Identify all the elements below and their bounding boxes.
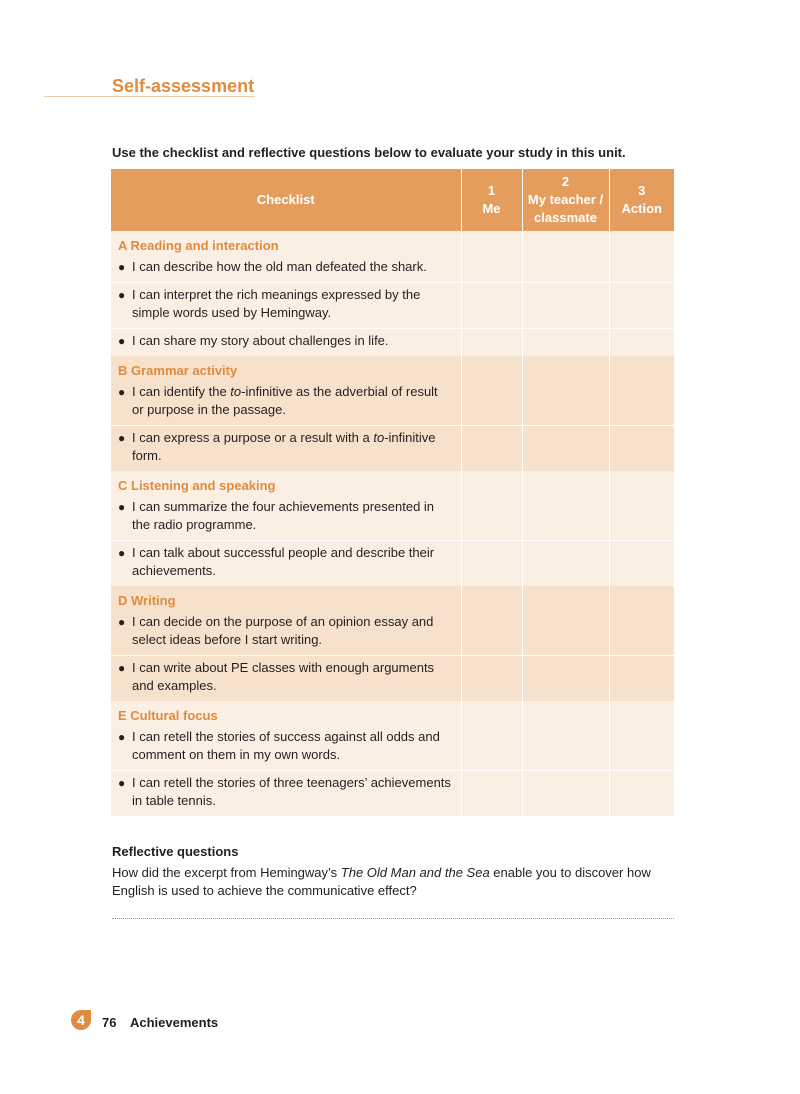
action-cell[interactable] <box>609 283 674 329</box>
section-title-reading: A Reading and interaction <box>118 238 279 253</box>
me-cell[interactable] <box>461 356 522 426</box>
section-title-cultural: E Cultural focus <box>118 708 218 723</box>
action-cell[interactable] <box>609 356 674 426</box>
bullet-icon: ● <box>118 661 126 675</box>
me-cell[interactable] <box>461 329 522 357</box>
table-row <box>111 471 674 541</box>
unit-number-badge: 4 <box>71 1010 91 1030</box>
list-item: ● I can describe how the old man defeated the shark. <box>118 259 427 274</box>
page-title: Self-assessment <box>112 76 255 96</box>
section-title-writing: D Writing <box>118 593 176 608</box>
me-cell[interactable] <box>461 771 522 817</box>
bullet-icon: ● <box>118 334 126 348</box>
bullet-icon: ● <box>118 431 126 445</box>
me-cell[interactable] <box>461 586 522 656</box>
teacher-cell[interactable] <box>522 471 609 541</box>
header-me <box>461 169 522 231</box>
bullet-icon: ● <box>118 546 126 560</box>
list-item: ● I can identify the to-infinitive as the adverbial of result or purpose in the passage. <box>118 384 438 417</box>
table-header-row <box>111 169 674 231</box>
title-underline <box>44 96 255 97</box>
action-cell[interactable] <box>609 541 674 587</box>
header-teacher-number: 2 <box>561 174 570 189</box>
header-action-label: Action <box>621 201 662 216</box>
section-title-grammar: B Grammar activity <box>118 363 238 378</box>
checklist-table <box>111 169 674 816</box>
me-cell[interactable] <box>461 656 522 702</box>
teacher-cell[interactable] <box>522 656 609 702</box>
table-row <box>111 356 674 426</box>
action-cell[interactable] <box>609 771 674 817</box>
teacher-cell[interactable] <box>522 283 609 329</box>
bullet-icon: ● <box>118 500 126 514</box>
intro-instruction: Use the checklist and reflective questions below to evaluate your study in this unit. <box>112 145 626 160</box>
table-row <box>111 656 674 702</box>
action-cell[interactable] <box>609 656 674 702</box>
list-item: ● I can talk about successful people and describe their achievements. <box>118 545 435 578</box>
me-cell[interactable] <box>461 701 522 771</box>
me-cell[interactable] <box>461 541 522 587</box>
action-cell[interactable] <box>609 471 674 541</box>
section-title-listening: C Listening and speaking <box>118 478 276 493</box>
me-cell[interactable] <box>461 231 522 283</box>
header-action-number: 3 <box>638 183 646 198</box>
bullet-icon: ● <box>118 615 126 629</box>
teacher-cell[interactable] <box>522 771 609 817</box>
bullet-icon: ● <box>118 288 126 302</box>
list-item: ● I can retell the stories of success against all odds and comment on them in my own words. <box>118 729 440 762</box>
bullet-icon: ● <box>118 776 126 790</box>
teacher-cell[interactable] <box>522 329 609 357</box>
table-row <box>111 283 674 329</box>
list-item: ● I can express a purpose or a result with a to-infinitive form. <box>118 430 436 463</box>
bullet-icon: ● <box>118 730 126 744</box>
header-action <box>609 169 674 231</box>
teacher-cell[interactable] <box>522 356 609 426</box>
teacher-cell[interactable] <box>522 426 609 472</box>
table-row <box>111 701 674 771</box>
action-cell[interactable] <box>609 231 674 283</box>
list-item: ● I can share my story about challenges in life. <box>118 333 389 348</box>
table-row <box>111 329 674 357</box>
me-cell[interactable] <box>461 283 522 329</box>
list-item: ● I can write about PE classes with enough arguments and examples. <box>118 660 435 693</box>
book-title: The Old Man and the Sea <box>340 865 490 880</box>
table-row <box>111 771 674 817</box>
teacher-cell[interactable] <box>522 231 609 283</box>
me-cell[interactable] <box>461 471 522 541</box>
teacher-cell[interactable] <box>522 541 609 587</box>
header-teacher-classmate <box>522 169 609 231</box>
reflective-questions-title: Reflective questions <box>112 844 239 859</box>
action-cell[interactable] <box>609 586 674 656</box>
page-number: 76 <box>102 1015 117 1030</box>
table-row <box>111 586 674 656</box>
table-row <box>111 426 674 472</box>
action-cell[interactable] <box>609 329 674 357</box>
answer-line <box>112 918 674 919</box>
reflective-question-text: How did the excerpt from Hemingway’s The Old Man and the Sea enable you to discover how English is used to achieve the communicative effect? <box>112 865 651 898</box>
teacher-cell[interactable] <box>522 586 609 656</box>
teacher-cell[interactable] <box>522 701 609 771</box>
list-item: ● I can summarize the four achievements presented in the radio programme. <box>118 499 435 532</box>
header-checklist: Checklist <box>111 169 461 231</box>
unit-name: Achievements <box>130 1015 219 1030</box>
me-cell[interactable] <box>461 426 522 472</box>
action-cell[interactable] <box>609 701 674 771</box>
action-cell[interactable] <box>609 426 674 472</box>
list-item: ● I can decide on the purpose of an opinion essay and select ideas before I start writing. <box>118 614 434 647</box>
table-row <box>111 231 674 283</box>
bullet-icon: ● <box>118 260 126 274</box>
header-teacher-label: My teacher / classmate <box>527 192 604 225</box>
table-row <box>111 541 674 587</box>
list-item: ● I can interpret the rich meanings expressed by the simple words used by Hemingway. <box>118 287 421 320</box>
list-item: ● I can retell the stories of three teenagers’ achievements in table tennis. <box>118 775 451 808</box>
bullet-icon: ● <box>118 385 126 399</box>
header-me-number: 1 <box>487 183 496 198</box>
header-me-label: Me <box>482 201 501 216</box>
